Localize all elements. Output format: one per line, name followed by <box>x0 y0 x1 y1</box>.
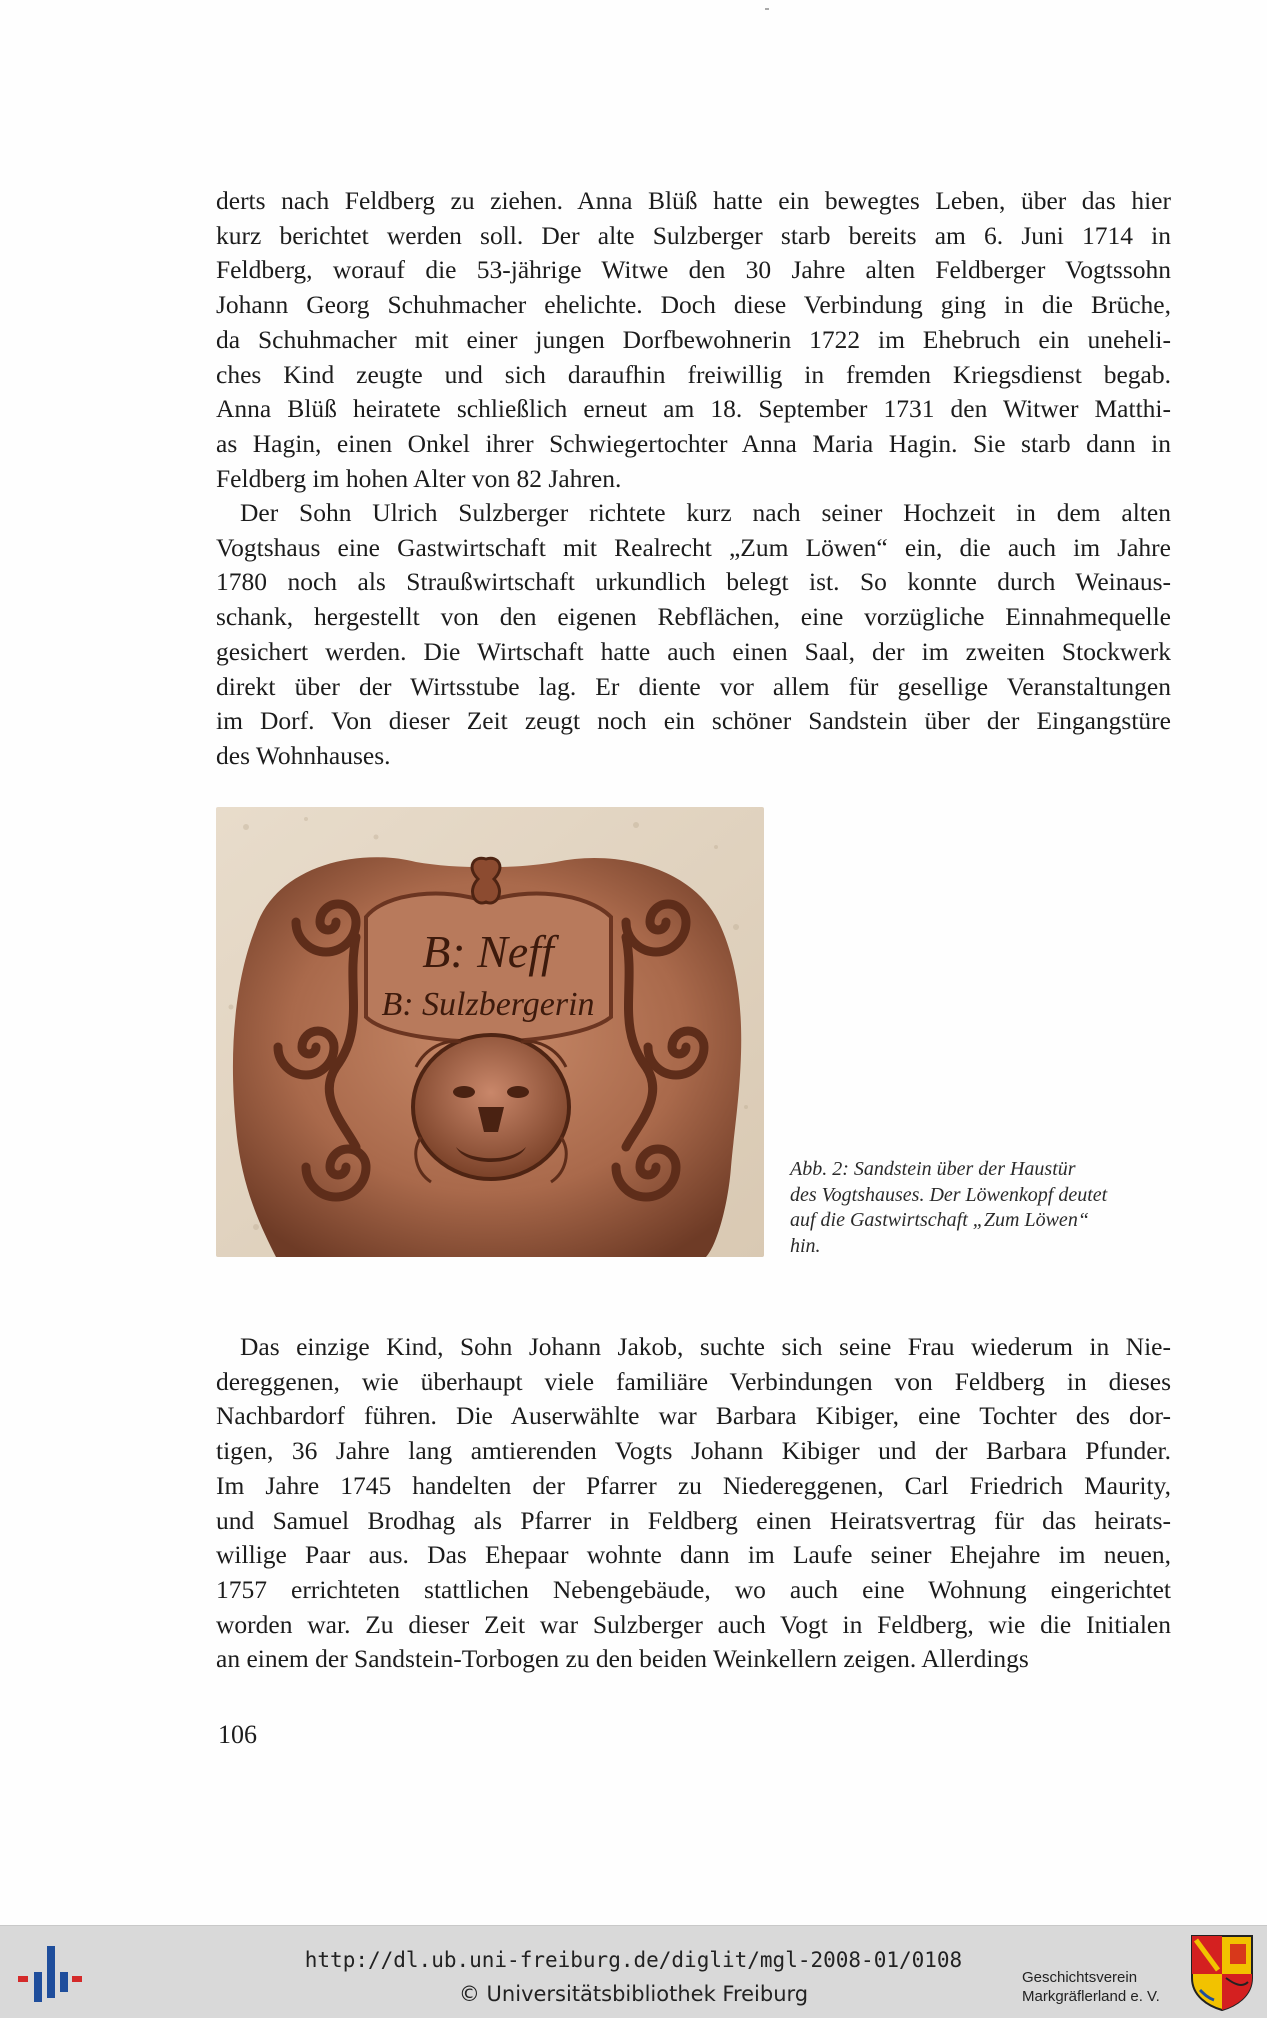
paragraph-3 <box>216 1330 1171 1677</box>
text-line: dereggenen, wie überhaupt viele familiäre Verbindungen von Feldberg in dieses <box>216 1366 1171 1396</box>
sandstone-relief-figure <box>216 807 764 1257</box>
text-line: Der Sohn Ulrich Sulzberger richtete kurz nach seiner Hochzeit in dem alten <box>240 498 1171 527</box>
text-line: schank, hergestellt von den eigenen Rebflächen, eine vorzügliche Einnahmequelle <box>216 602 1171 632</box>
document-url[interactable]: http://dl.ub.uni-freiburg.de/diglit/mgl-2008-01/0108 <box>304 1948 963 1972</box>
publisher-name <box>1022 1968 1160 2006</box>
copyright-notice: © Universitätsbibliothek Freiburg <box>458 1982 809 2006</box>
text-line: im Dorf. Von dieser Zeit zeugt noch ein schöner Sandstein über der Eingangstüre <box>216 706 1171 736</box>
text-line: an einem der Sandstein-Torbogen zu den beiden Weinkellern zeigen. Allerdings <box>216 1644 1029 1674</box>
text-line: tigen, 36 Jahre lang amtierenden Vogts Johann Kibiger und der Barbara Pfunder. <box>216 1436 1171 1466</box>
page-number: 106 <box>218 1720 257 1749</box>
scan-mark <box>765 8 769 10</box>
text-line: 1757 errichteten stattlichen Nebengebäude, wo auch eine Wohnung eingerichtet <box>216 1574 1171 1604</box>
text-line: kurz berichtet werden soll. Der alte Sulzberger starb bereits am 6. Juni 1714 in <box>216 220 1171 250</box>
text-line: des Wohnhauses. <box>216 740 391 770</box>
publisher-line-1: Geschichtsverein <box>1022 1969 1138 1986</box>
text-line: und Samuel Brodhag als Pfarrer in Feldberg einen Heiratsvertrag für das heirats- <box>216 1505 1171 1535</box>
paragraph-1 <box>216 184 1171 496</box>
text-line: worden war. Zu dieser Zeit war Sulzberger auch Vogt in Feldberg, wie die Initialen <box>216 1609 1171 1639</box>
coat-of-arms-icon <box>1190 1934 1254 2012</box>
caption-line: hin. <box>790 1234 821 1257</box>
text-line: gesichert werden. Die Wirtschaft hatte auch einen Saal, der im zweiten Stockwerk <box>216 636 1171 666</box>
paragraph-2 <box>216 496 1171 774</box>
footer-bar <box>0 1925 1267 2018</box>
text-line: ches Kind zeugte und sich daraufhin freiwillig in fremden Kriegsdienst begab. <box>216 359 1171 389</box>
text-line: Im Jahre 1745 handelten der Pfarrer zu Niedereggenen, Carl Friedrich Maurity, <box>216 1470 1171 1500</box>
text-line: 1780 noch als Straußwirtschaft urkundlich belegt ist. So konnte durch Weinaus- <box>216 567 1171 597</box>
text-line: Das einzige Kind, Sohn Johann Jakob, suchte sich seine Frau wiederum in Nie- <box>240 1332 1171 1361</box>
text-line: Feldberg, worauf die 53-jährige Witwe den 30 Jahre alten Feldberger Vogtssohn <box>216 255 1171 285</box>
sandstone-relief-image <box>216 807 764 1257</box>
publisher-line-2: Markgräflerland e. V. <box>1022 1988 1160 2005</box>
caption-line: des Vogtshauses. Der Löwenkopf deutet <box>790 1183 1108 1206</box>
text-line: da Schuhmacher mit einer jungen Dorfbewohnerin 1722 im Ehebruch ein uneheli- <box>216 324 1171 354</box>
text-line: Johann Georg Schuhmacher ehelichte. Doch diese Verbindung ging in die Brüche, <box>216 290 1171 320</box>
caption-line: Abb. 2: Sandstein über der Haustür <box>790 1158 1076 1180</box>
figure-caption <box>790 1157 1140 1259</box>
inscription-line-2: B: Sulzbergerin <box>381 986 595 1023</box>
text-line: Nachbardorf führen. Die Auserwählte war Barbara Kibiger, eine Tochter des dor- <box>216 1401 1171 1431</box>
text-line: Anna Blüß heiratete schließlich erneut am 18. September 1731 den Witwer Matthi- <box>216 394 1171 424</box>
text-line: Feldberg im hohen Alter von 82 Jahren. <box>216 463 622 493</box>
text-line: willige Paar aus. Das Ehepaar wohnte dann im Laufe seiner Ehejahre im neuen, <box>216 1540 1171 1570</box>
text-line: direkt über der Wirtsstube lag. Er diente vor allem für gesellige Veranstaltungen <box>216 671 1171 701</box>
text-line: derts nach Feldberg zu ziehen. Anna Blüß hatte ein bewegtes Leben, über das hier <box>216 186 1171 215</box>
text-line: as Hagin, einen Onkel ihrer Schwiegertochter Anna Maria Hagin. Sie starb dann in <box>216 428 1171 458</box>
caption-line: auf die Gastwirtschaft „Zum Löwen“ <box>790 1209 1089 1231</box>
text-line: Vogtshaus eine Gastwirtschaft mit Realrecht „Zum Löwen“ ein, die auch im Jahre <box>216 532 1171 562</box>
inscription-line-1: B: Neff <box>422 926 554 977</box>
